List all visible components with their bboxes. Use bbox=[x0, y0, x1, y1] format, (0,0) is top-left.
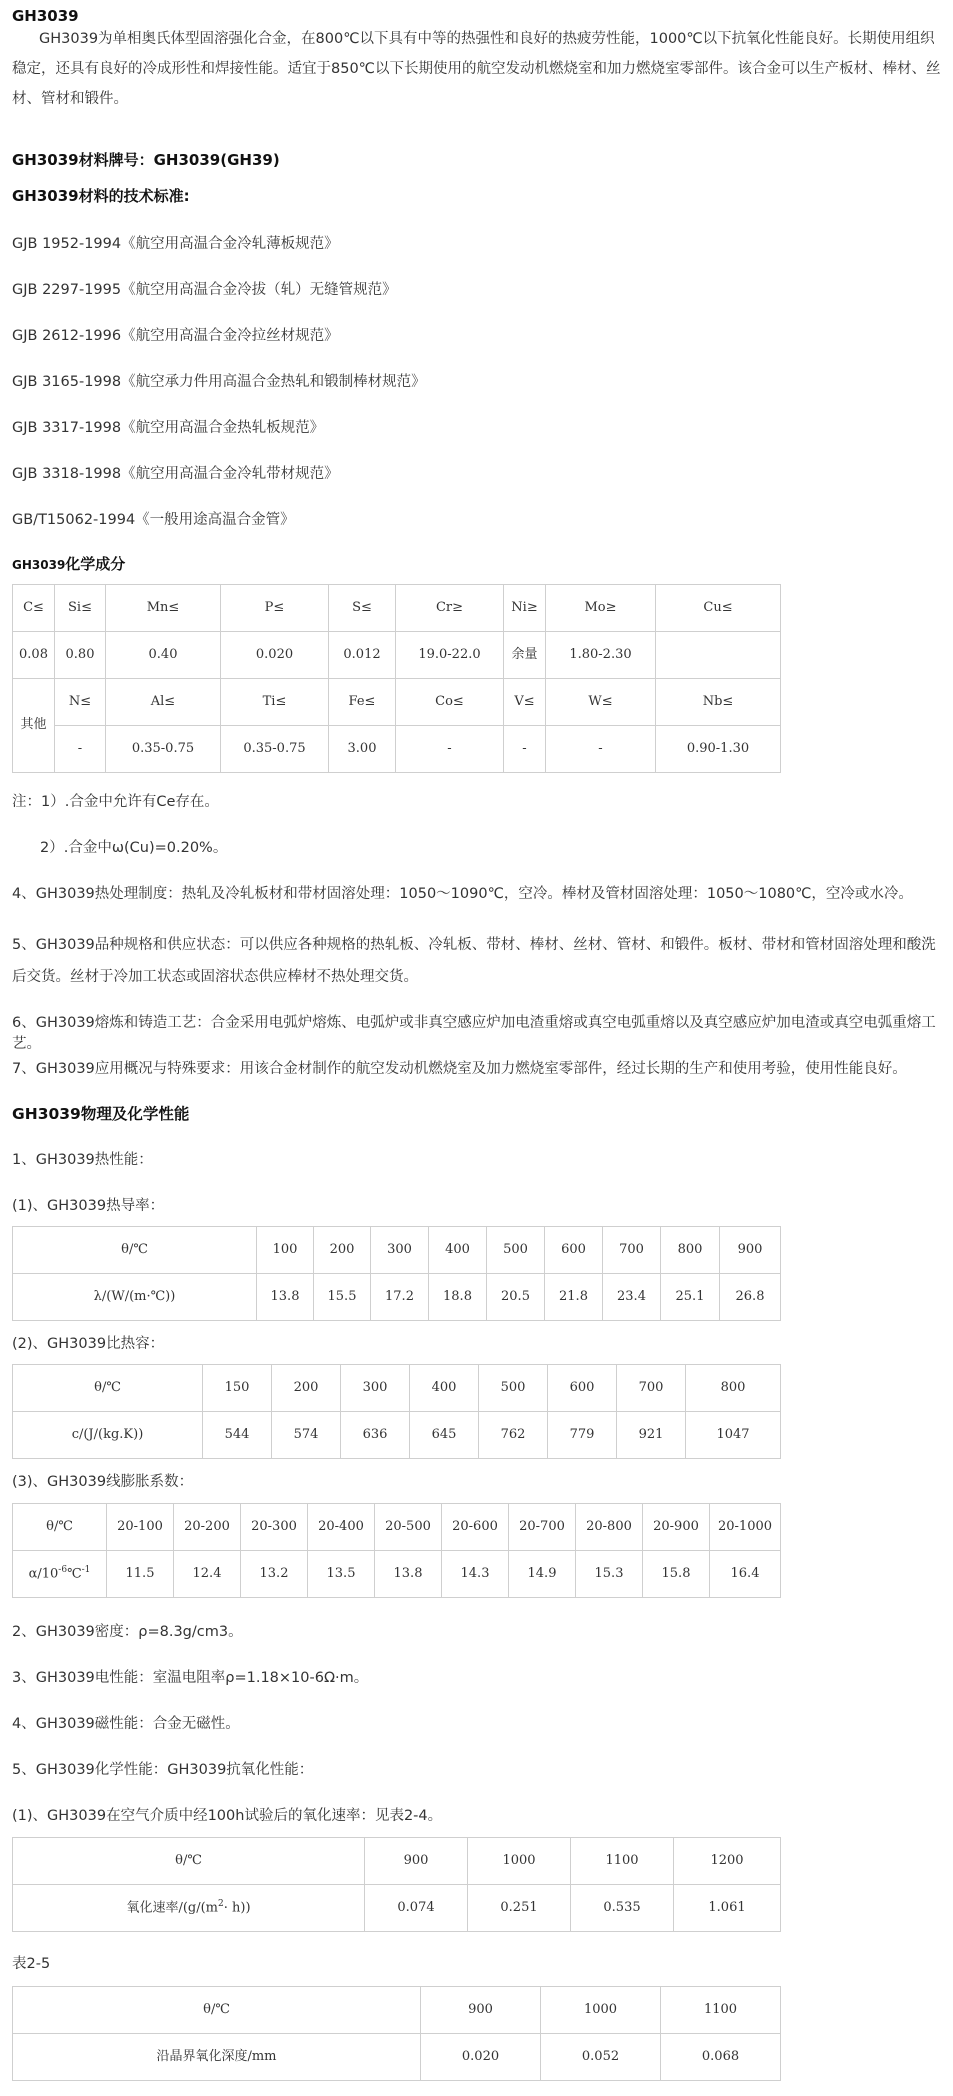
range-cell: 20-1000 bbox=[710, 1504, 781, 1551]
chemical-composition-table bbox=[12, 584, 781, 773]
paragraph-application: 7、GH3039应用概况与特殊要求：用该合金材制作的航空发动机燃烧室及加力燃烧室零部件，经过长期的生产和使用考验，使用性能良好。 bbox=[12, 1061, 907, 1077]
standard-item: GJB 3318-1998《航空用高温合金冷轧带材规范》 bbox=[12, 466, 339, 482]
value-cell: 21.8 bbox=[545, 1274, 603, 1321]
standard-item: GJB 1952-1994《航空用高温合金冷轧薄板规范》 bbox=[12, 236, 339, 252]
chemical-line: 5、GH3039化学性能：GH3039抗氧化性能： bbox=[12, 1762, 314, 1778]
value-cell: 762 bbox=[479, 1412, 548, 1459]
grain-boundary-value-row bbox=[13, 2034, 781, 2081]
range-cell: 20-400 bbox=[308, 1504, 375, 1551]
chem-row-elements-2 bbox=[13, 679, 781, 726]
value-cell: 15.3 bbox=[576, 1551, 643, 1598]
standard-item: GJB 2612-1996《航空用高温合金冷拉丝材规范》 bbox=[12, 328, 339, 344]
value-cell: 15.5 bbox=[314, 1274, 371, 1321]
chem-cell: Al≤ bbox=[106, 679, 221, 726]
chem-cell: 0.35-0.75 bbox=[106, 726, 221, 773]
temp-cell: 900 bbox=[365, 1838, 468, 1885]
thermal-properties-heading: 1、GH3039热性能： bbox=[12, 1152, 153, 1168]
value-cell: 0.052 bbox=[541, 2034, 661, 2081]
range-cell: 20-500 bbox=[375, 1504, 442, 1551]
grain-boundary-temp-row bbox=[13, 1987, 781, 2034]
value-cell: 0.020 bbox=[421, 2034, 541, 2081]
value-cell: 544 bbox=[203, 1412, 272, 1459]
temp-cell: 900 bbox=[720, 1227, 781, 1274]
range-cell: 20-600 bbox=[442, 1504, 509, 1551]
value-cell: 20.5 bbox=[487, 1274, 545, 1321]
note-1: 注：1）.合金中允许有Ce存在。 bbox=[12, 794, 219, 810]
paragraph-melting: 6、GH3039熔炼和铸造工艺：合金采用电弧炉熔炼、电弧炉或非真空感应炉加电渣重熔或真空电弧重熔以及真空感应炉加电渣或真空电弧重熔工艺。 bbox=[12, 1015, 936, 1053]
value-cell: 16.4 bbox=[710, 1551, 781, 1598]
chem-heading bbox=[12, 554, 125, 576]
chem-cell: P≤ bbox=[221, 585, 329, 632]
chem-cell: 余量 bbox=[504, 632, 546, 679]
chem-cell: Mo≥ bbox=[546, 585, 656, 632]
temp-cell: 300 bbox=[371, 1227, 429, 1274]
chem-cell: Nb≤ bbox=[656, 679, 781, 726]
expansion-range-row bbox=[13, 1504, 781, 1551]
value-cell: 25.1 bbox=[661, 1274, 720, 1321]
chem-cell: 0.40 bbox=[106, 632, 221, 679]
chem-cell: - bbox=[55, 726, 106, 773]
row-label-cell bbox=[13, 1551, 107, 1598]
chem-cell: 0.80 bbox=[55, 632, 106, 679]
value-cell: 14.3 bbox=[442, 1551, 509, 1598]
value-cell: 17.2 bbox=[371, 1274, 429, 1321]
temp-cell: 500 bbox=[479, 1365, 548, 1412]
chem-cell: 19.0-22.0 bbox=[396, 632, 504, 679]
chem-heading-suffix: 化学成分 bbox=[65, 555, 126, 573]
value-cell: 23.4 bbox=[603, 1274, 661, 1321]
value-cell: 921 bbox=[617, 1412, 686, 1459]
range-cell: 20-100 bbox=[107, 1504, 174, 1551]
value-cell: 13.5 bbox=[308, 1551, 375, 1598]
chem-cell: S≤ bbox=[329, 585, 396, 632]
chem-cell: C≤ bbox=[13, 585, 55, 632]
thermal-conductivity-table bbox=[12, 1226, 781, 1321]
linear-expansion-table bbox=[12, 1503, 781, 1598]
chem-row-values-2 bbox=[13, 726, 781, 773]
row-label-exponent: 2 bbox=[218, 1898, 224, 1909]
range-cell: 20-200 bbox=[174, 1504, 241, 1551]
chem-cell: Ni≥ bbox=[504, 585, 546, 632]
row-label-exponent: -1 bbox=[81, 1564, 91, 1575]
chem-cell: V≤ bbox=[504, 679, 546, 726]
range-cell: 20-800 bbox=[576, 1504, 643, 1551]
note-2: 2）.合金中ω(Cu)=0.20%。 bbox=[40, 840, 228, 856]
temp-cell: 600 bbox=[548, 1365, 617, 1412]
standard-item: GJB 2297-1995《航空用高温合金冷拔（轧）无缝管规范》 bbox=[12, 282, 397, 298]
table-head-cell: θ/℃ bbox=[13, 1227, 257, 1274]
value-cell: 13.8 bbox=[257, 1274, 314, 1321]
chem-cell: Si≤ bbox=[55, 585, 106, 632]
value-cell: 13.8 bbox=[375, 1551, 442, 1598]
chem-cell: - bbox=[546, 726, 656, 773]
paragraph-heat-treatment: 4、GH3039热处理制度：热轧及冷轧板材和带材固溶处理：1050～1090℃，空冷。棒材及管材固溶处理：1050～1080℃，空冷或水冷。 bbox=[12, 886, 913, 902]
page-title: GH3039 bbox=[12, 7, 79, 25]
chem-cell: 0.012 bbox=[329, 632, 396, 679]
chem-cell: 0.35-0.75 bbox=[221, 726, 329, 773]
temp-cell: 1100 bbox=[661, 1987, 781, 2034]
chem-cell: Co≤ bbox=[396, 679, 504, 726]
row-label-cell bbox=[13, 1885, 365, 1932]
chem-cell: N≤ bbox=[55, 679, 106, 726]
value-cell: 11.5 bbox=[107, 1551, 174, 1598]
value-cell: 0.251 bbox=[468, 1885, 571, 1932]
value-cell: 0.074 bbox=[365, 1885, 468, 1932]
row-label-exponent: -6 bbox=[58, 1564, 68, 1575]
temp-cell: 200 bbox=[314, 1227, 371, 1274]
chem-other-label: 其他 bbox=[13, 679, 55, 773]
value-cell: 18.8 bbox=[429, 1274, 487, 1321]
table-head-cell: θ/℃ bbox=[13, 1365, 203, 1412]
chem-cell: Ti≤ bbox=[221, 679, 329, 726]
chem-cell: 0.020 bbox=[221, 632, 329, 679]
value-cell: 15.8 bbox=[643, 1551, 710, 1598]
chem-cell: Mn≤ bbox=[106, 585, 221, 632]
linear-expansion-label: (3)、GH3039线膨胀系数： bbox=[12, 1474, 194, 1490]
electrical-line: 3、GH3039电性能：室温电阻率ρ=1.18×10-6Ω·m。 bbox=[12, 1670, 369, 1686]
chem-cell: 1.80-2.30 bbox=[546, 632, 656, 679]
physical-chemical-heading: GH3039物理及化学性能 bbox=[12, 1105, 190, 1123]
row-label-part: 氧化速率/(g/(m bbox=[126, 1900, 219, 1916]
value-cell: 1.061 bbox=[674, 1885, 781, 1932]
intro-paragraph bbox=[12, 24, 942, 114]
row-label-part: · h)) bbox=[223, 1900, 251, 1916]
density-line: 2、GH3039密度：ρ=8.3g/cm3。 bbox=[12, 1624, 243, 1640]
oxidation-rate-table bbox=[12, 1837, 781, 1932]
chem-cell: W≤ bbox=[546, 679, 656, 726]
row-label-cell: c/(J/(kg.K)) bbox=[13, 1412, 203, 1459]
temp-cell: 500 bbox=[487, 1227, 545, 1274]
standard-item: GJB 3317-1998《航空用高温合金热轧板规范》 bbox=[12, 420, 325, 436]
temp-cell: 700 bbox=[617, 1365, 686, 1412]
value-cell: 12.4 bbox=[174, 1551, 241, 1598]
chem-cell: 0.08 bbox=[13, 632, 55, 679]
range-cell: 20-300 bbox=[241, 1504, 308, 1551]
row-label-cell: 沿晶界氧化深度/mm bbox=[13, 2034, 421, 2081]
chem-cell: Cu≤ bbox=[656, 585, 781, 632]
chem-cell: - bbox=[396, 726, 504, 773]
intro-text: GH3039为单相奥氏体型固溶强化合金，在800℃以下具有中等的热强性和良好的热疲劳性能，1000℃以下抗氧化性能良好。长期使用组织稳定，还具有良好的冷成形性和焊接性能。适宜于850℃以下长期使用的航空发动机燃烧室和加力燃烧室零部件。该合金可以生产板材、棒材、丝材、管材和锻件。 bbox=[12, 31, 941, 107]
table-head-cell: θ/℃ bbox=[13, 1838, 365, 1885]
range-cell: 20-900 bbox=[643, 1504, 710, 1551]
expansion-value-row bbox=[13, 1551, 781, 1598]
temp-cell: 1000 bbox=[541, 1987, 661, 2034]
specific-heat-temp-row bbox=[13, 1365, 781, 1412]
standards-heading: GH3039材料的技术标准: bbox=[12, 187, 190, 205]
chem-cell bbox=[656, 632, 781, 679]
value-cell: 26.8 bbox=[720, 1274, 781, 1321]
value-cell: 645 bbox=[410, 1412, 479, 1459]
specific-heat-label: (2)、GH3039比热容： bbox=[12, 1336, 165, 1352]
chem-heading-prefix: GH3039 bbox=[12, 558, 66, 572]
temp-cell: 300 bbox=[341, 1365, 410, 1412]
oxidation-rate-label: (1)、GH3039在空气介质中经100h试验后的氧化速率：见表2-4。 bbox=[12, 1808, 443, 1824]
value-cell: 13.2 bbox=[241, 1551, 308, 1598]
value-cell: 574 bbox=[272, 1412, 341, 1459]
thermal-conductivity-label: (1)、GH3039热导率： bbox=[12, 1198, 165, 1214]
specific-heat-table bbox=[12, 1364, 781, 1459]
standard-item: GB/T15062-1994《一般用途高温合金管》 bbox=[12, 512, 295, 528]
paragraph-supply-state: 5、GH3039品种规格和供应状态：可以供应各种规格的热轧板、冷轧板、带材、棒材、丝材、管材、和锻件。板材、带材和管材固溶处理和酸洗后交货。丝材于冷加工状态或固溶状态供应棒材不热处理交货。 bbox=[12, 937, 936, 985]
value-cell: 14.9 bbox=[509, 1551, 576, 1598]
chem-row-elements-1 bbox=[13, 585, 781, 632]
temp-cell: 200 bbox=[272, 1365, 341, 1412]
oxidation-temp-row bbox=[13, 1838, 781, 1885]
table-head-cell: θ/℃ bbox=[13, 1504, 107, 1551]
temp-cell: 150 bbox=[203, 1365, 272, 1412]
grain-boundary-oxidation-table bbox=[12, 1986, 781, 2081]
chem-cell: 0.90-1.30 bbox=[656, 726, 781, 773]
row-label-part: ℃ bbox=[67, 1566, 82, 1582]
conductivity-value-row bbox=[13, 1274, 781, 1321]
grade-heading: GH3039材料牌号：GH3039(GH39) bbox=[12, 151, 280, 169]
range-cell: 20-700 bbox=[509, 1504, 576, 1551]
standard-item: GJB 3165-1998《航空承力件用高温合金热轧和锻制棒材规范》 bbox=[12, 374, 426, 390]
table-2-5-label: 表2-5 bbox=[12, 1956, 51, 1972]
temp-cell: 400 bbox=[429, 1227, 487, 1274]
temp-cell: 600 bbox=[545, 1227, 603, 1274]
chem-cell: Cr≥ bbox=[396, 585, 504, 632]
chem-cell: 3.00 bbox=[329, 726, 396, 773]
value-cell: 0.535 bbox=[571, 1885, 674, 1932]
temp-cell: 900 bbox=[421, 1987, 541, 2034]
magnetic-line: 4、GH3039磁性能：合金无磁性。 bbox=[12, 1716, 240, 1732]
row-label-cell: λ/(W/(m·℃)) bbox=[13, 1274, 257, 1321]
value-cell: 779 bbox=[548, 1412, 617, 1459]
value-cell: 636 bbox=[341, 1412, 410, 1459]
temp-cell: 800 bbox=[661, 1227, 720, 1274]
chem-cell: Fe≤ bbox=[329, 679, 396, 726]
temp-cell: 1200 bbox=[674, 1838, 781, 1885]
temp-cell: 1000 bbox=[468, 1838, 571, 1885]
specific-heat-value-row bbox=[13, 1412, 781, 1459]
conductivity-temp-row bbox=[13, 1227, 781, 1274]
temp-cell: 700 bbox=[603, 1227, 661, 1274]
value-cell: 0.068 bbox=[661, 2034, 781, 2081]
value-cell: 1047 bbox=[686, 1412, 781, 1459]
row-label-part: α/10 bbox=[28, 1566, 59, 1582]
temp-cell: 800 bbox=[686, 1365, 781, 1412]
temp-cell: 400 bbox=[410, 1365, 479, 1412]
table-head-cell: θ/℃ bbox=[13, 1987, 421, 2034]
chem-cell: - bbox=[504, 726, 546, 773]
temp-cell: 100 bbox=[257, 1227, 314, 1274]
oxidation-value-row bbox=[13, 1885, 781, 1932]
temp-cell: 1100 bbox=[571, 1838, 674, 1885]
chem-row-values-1 bbox=[13, 632, 781, 679]
